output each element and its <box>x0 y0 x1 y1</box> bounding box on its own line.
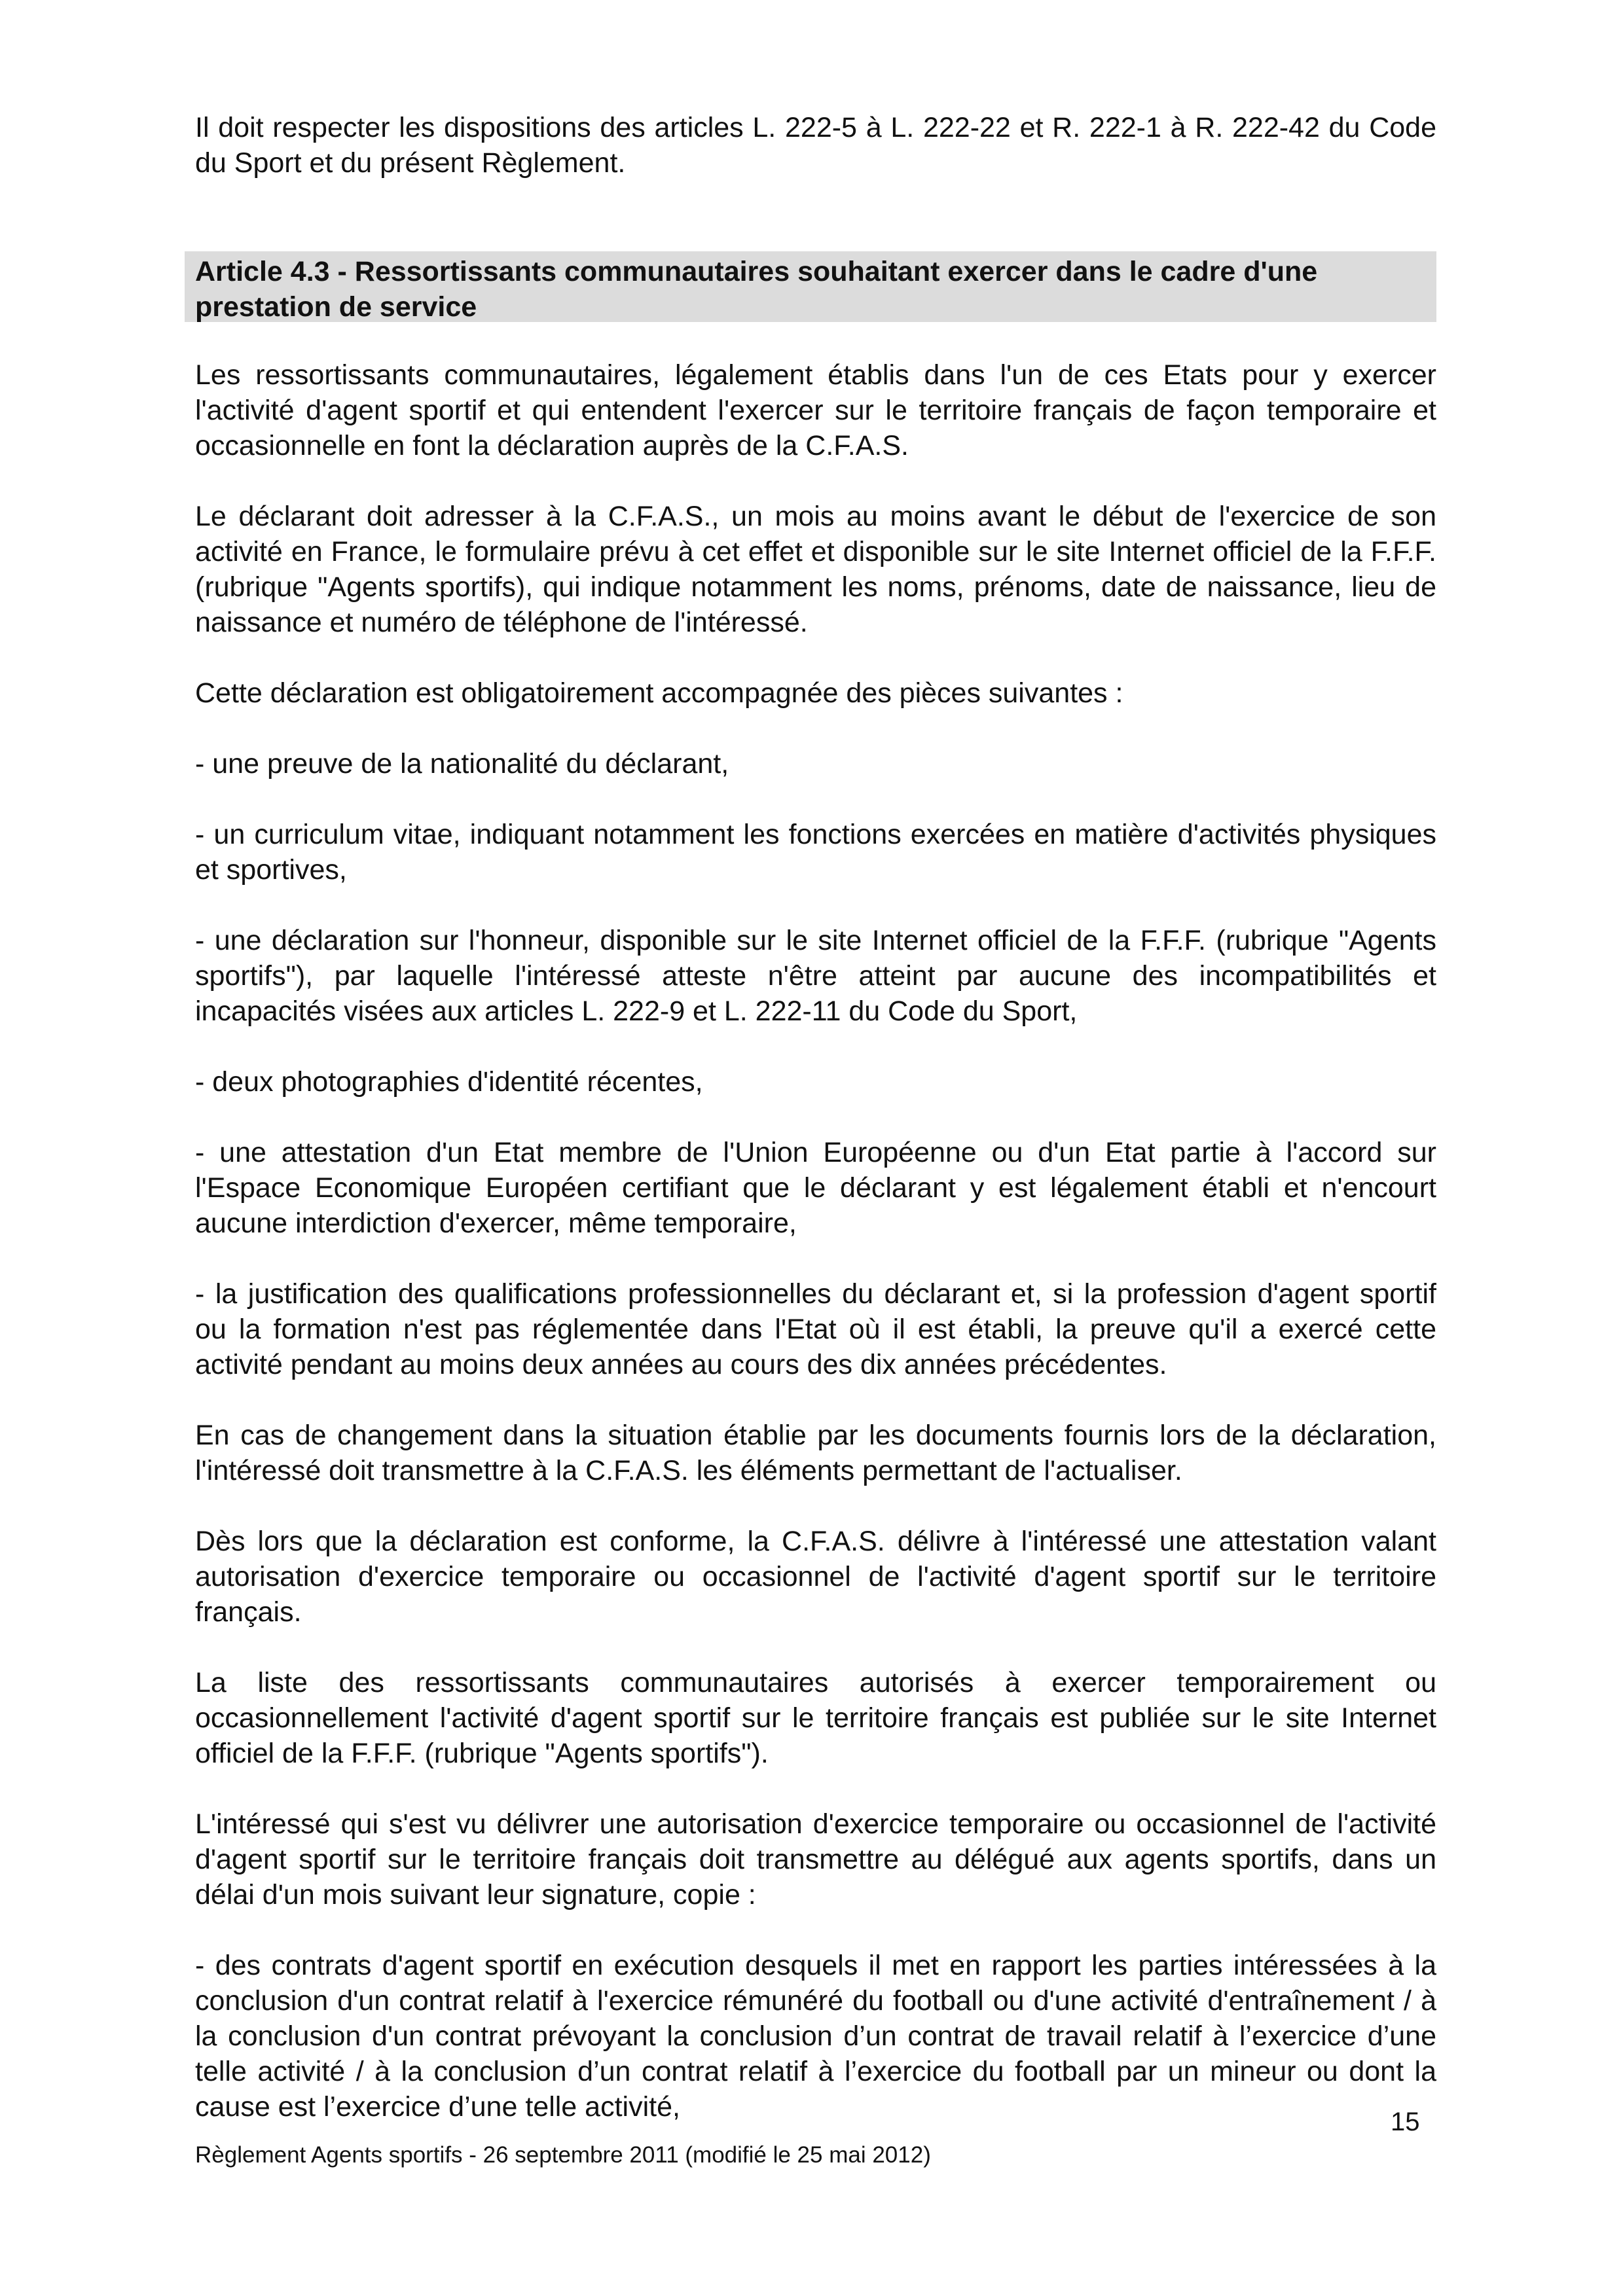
page-footer: Règlement Agents sportifs - 26 septembre 2011 (modifié le 25 mai 2012) <box>195 2142 931 2168</box>
paragraph: L'intéressé qui s'est vu délivrer une autorisation d'exercice temporaire ou occasionnel de l'activité d'agent sportif sur le territoire français doit transmettre au délégué aux agents sportifs, dans un délai d'un mois suivant leur signature, copie : <box>195 1808 1436 1910</box>
intro-paragraph: Il doit respecter les dispositions des articles L. 222-5 à L. 222-22 et R. 222-1 à R. 222-42 du Code du Sport et du présent Règlement. <box>195 112 1436 179</box>
paragraph: Le déclarant doit adresser à la C.F.A.S., un mois au moins avant le début de l'exercice de son activité en France, le formulaire prévu à cet effet et disponible sur le site Internet officiel de la F.F.F. (rubrique "Agents sportifs), qui indique notamment les noms, prénoms, date de naissance, lieu de naissance et numéro de téléphone de l'intéressé. <box>195 501 1436 638</box>
paragraph: La liste des ressortissants communautaires autorisés à exercer temporairement ou occasionnellement l'activité d'agent sportif sur le territoire français est publiée sur le site Internet officiel de la F.F.F. (rubrique "Agents sportifs"). <box>195 1667 1436 1769</box>
document-page <box>195 110 1436 2160</box>
page-number: 15 <box>1391 2108 1420 2136</box>
list-item: - une attestation d'un Etat membre de l'Union Européenne ou d'un Etat partie à l'accord sur l'Espace Economique Européen certifiant que le déclarant y est légalement établi et n'encourt aucune interdiction d'exercer, même temporaire, <box>195 1137 1436 1239</box>
list-item: - la justification des qualifications professionnelles du déclarant et, si la profession d'agent sportif ou la formation n'est pas réglementée dans l'Etat où il est établi, la preuve qu'il a exercé cette activité pendant au moins deux années au cours des dix années précédentes. <box>195 1278 1436 1380</box>
list-item: - des contrats d'agent sportif en exécution desquels il met en rapport les parties intéressées à la conclusion d'un contrat relatif à l'exercice rémunéré du football ou d'une activité d'entraînement / à la conclusion d'un contrat prévoyant la conclusion d’un contrat de travail relatif à l’exercice d’une telle activité / à la conclusion d’un contrat relatif à l’exercice du football par un mineur ou dont la cause est l’exercice d’une telle activité, <box>195 1950 1436 2123</box>
paragraph: Les ressortissants communautaires, légalement établis dans l'un de ces Etats pour y exercer l'activité d'agent sportif et qui entendent l'exercer sur le territoire français de façon temporaire et occasionnelle en font la déclaration auprès de la C.F.A.S. <box>195 359 1436 461</box>
list-item: - un curriculum vitae, indiquant notamment les fonctions exercées en matière d'activités physiques et sportives, <box>195 819 1436 886</box>
list-item: - une preuve de la nationalité du déclarant, <box>195 748 729 780</box>
list-item: - deux photographies d'identité récentes, <box>195 1066 703 1098</box>
paragraph: Cette déclaration est obligatoirement accompagnée des pièces suivantes : <box>195 677 1123 709</box>
paragraph: En cas de changement dans la situation établie par les documents fournis lors de la déclaration, l'intéressé doit transmettre à la C.F.A.S. les éléments permettant de l'actualiser. <box>195 1420 1436 1486</box>
list-item: - une déclaration sur l'honneur, disponible sur le site Internet officiel de la F.F.F. (rubrique "Agents sportifs"), par laquelle l'intéressé atteste n'être atteint par aucune des incompatibilités et incapacités visées aux articles L. 222-9 et L. 222-11 du Code du Sport, <box>195 925 1436 1027</box>
paragraph: Dès lors que la déclaration est conforme, la C.F.A.S. délivre à l'intéressé une attestation valant autorisation d'exercice temporaire ou occasionnel de l'activité d'agent sportif sur le territoire français. <box>195 1526 1436 1628</box>
article-heading: Article 4.3 - Ressortissants communautaires souhaitant exercer dans le cadre d'une prestation de service <box>185 251 1436 322</box>
